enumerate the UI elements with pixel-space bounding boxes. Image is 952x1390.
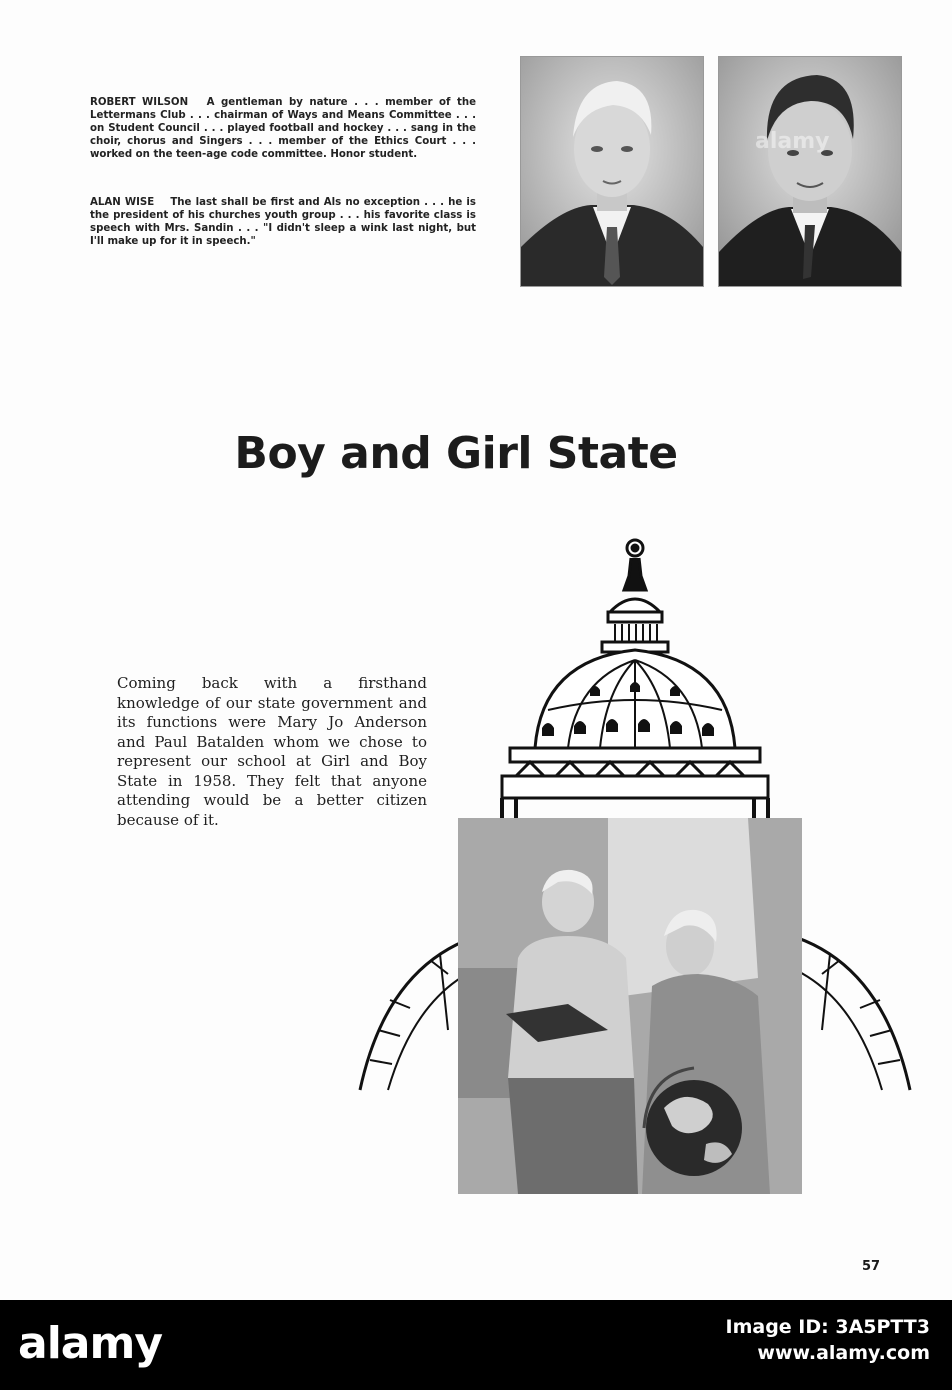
alamy-logo: alamy <box>18 1318 162 1369</box>
bio-name: ALAN WISE <box>90 197 155 208</box>
page-number: 57 <box>862 1259 881 1274</box>
portrait-robert-wilson <box>520 56 704 287</box>
bio-robert-wilson <box>90 96 476 161</box>
portrait-photo <box>521 57 703 286</box>
bio-text: A gentleman by nature . . . member of the Lettermans Club . . . chairman of Ways and Means Committee . . . on Student Council . . . played football and hockey . . . sang in the choir, chorus and Singers . . . member of the Ethics Court . . . worked on the teen-age code committee. Honor student. <box>90 97 476 160</box>
image-id-text: Image ID: 3A5PTT3 <box>725 1316 930 1338</box>
watermark-text: alamy <box>755 129 830 154</box>
students-photo-image <box>458 818 802 1194</box>
section-title: Boy and Girl State <box>234 428 678 479</box>
site-url-text: www.alamy.com <box>757 1342 930 1364</box>
image-id-block <box>726 1314 931 1366</box>
stock-footer-bar <box>0 1300 952 1390</box>
bio-alan-wise <box>90 196 476 248</box>
portrait-alan-wise <box>718 56 902 287</box>
body-paragraph: Coming back with a firsthand knowledge of our state government and its functions were Mary Jo Anderson and Paul Batalden whom we chose to represent our school at Girl and Boy State in 1958. They felt that anyone attending would be a better citizen because of it. <box>117 674 427 829</box>
portrait-photo <box>719 57 901 286</box>
bio-text: The last shall be first and Als no exception . . . he is the president of his churches youth group . . . his favorite class is speech with Mrs. Sandin . . . "I didn't sleep a wink last night, but I'll make up for it in speech." <box>90 197 476 247</box>
bio-name: ROBERT WILSON <box>90 97 189 108</box>
students-photo <box>458 818 802 1194</box>
